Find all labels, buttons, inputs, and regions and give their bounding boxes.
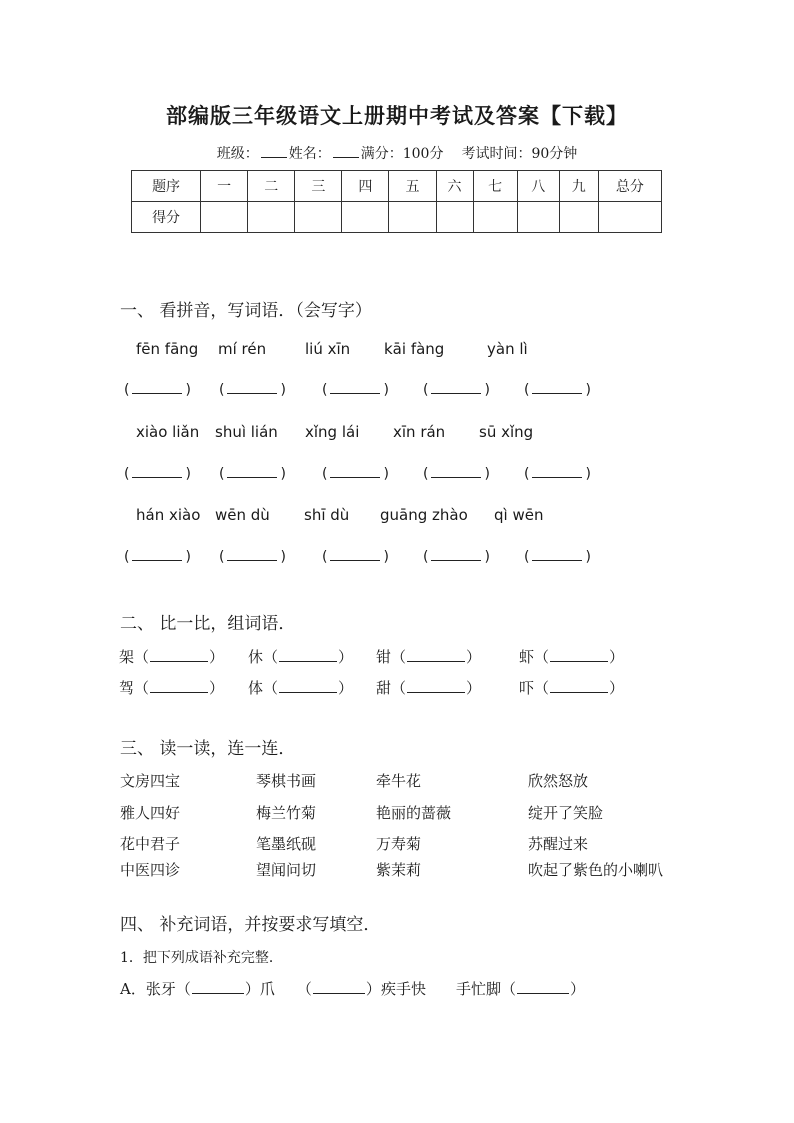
compare-item[interactable]: 架（ ） [119,648,225,666]
pinyin: xiào liǎn [136,423,200,441]
page-title: 部编版三年级语文上册期中考试及答案【下载】 [166,103,628,128]
header-cell: 五 [389,171,436,202]
section3-heading: 三、 读一读，连一连． [120,739,296,759]
section2-heading: 二、 比一比，组词语． [120,614,296,634]
match-item[interactable]: 琴棋书画 [256,772,317,790]
header-cell: 九 [559,171,598,202]
match-item[interactable]: 吹起了紫色的小喇叭 [528,861,664,879]
score-cell[interactable] [248,202,295,233]
answer-blank[interactable]: ( ) [322,466,389,482]
header-cell: 题序 [132,171,201,202]
exam-time: 考试时间：90分钟 [461,146,578,162]
section1-heading: 一、 看拼音，写词语．（会写字） [120,301,372,321]
answer-blank[interactable]: ( ) [423,549,490,565]
compare-char: 体 [248,679,264,697]
score-header-row [132,171,662,202]
answer-blank[interactable]: ( ) [423,382,490,398]
pinyin: mí rén [218,340,267,358]
idiom-blank[interactable] [192,983,244,994]
score-cell[interactable] [559,202,598,233]
header-cell: 二 [248,171,295,202]
score-cell[interactable] [342,202,389,233]
match-item[interactable]: 绽开了笑脸 [528,804,604,822]
compare-char: 吓 [519,679,535,697]
compare-item[interactable]: 虾（ ） [519,648,625,666]
idiom-text: 张牙 [145,980,176,998]
answer-blank[interactable]: ( ) [322,382,389,398]
match-item[interactable]: 花中君子 [120,835,181,853]
header-cell: 总分 [598,171,661,202]
pinyin: liú xīn [305,340,351,358]
header-cell: 七 [473,171,517,202]
answer-blank[interactable]: ( ) [322,549,389,565]
compare-char: 架 [119,648,135,666]
score-cell[interactable] [517,202,559,233]
idiom-text: 爪 [259,980,275,998]
idiom-text: 手忙脚 [455,980,501,998]
pinyin: kāi fàng [384,340,445,358]
compare-item[interactable]: 休（ ） [248,648,354,666]
answer-blank[interactable]: ( ) [524,549,591,565]
score-cell[interactable] [598,202,661,233]
answer-blank[interactable]: ( ) [219,549,286,565]
idiom-line-a: A．张牙（ ）爪 （ ）疾手快 手忙脚（ ） [120,980,585,998]
pinyin: fēn fāng [136,340,199,358]
class-blank[interactable] [261,145,287,158]
match-item[interactable]: 望闻问切 [256,861,317,879]
answer-blank[interactable]: ( ) [219,382,286,398]
class-label: 班级： [216,146,259,162]
pinyin: xǐng lái [305,423,360,441]
match-item[interactable]: 梅兰竹菊 [256,804,317,822]
match-item[interactable]: 笔墨纸砚 [256,835,317,853]
line-prefix: A． [120,980,146,998]
match-item[interactable]: 欣然怒放 [528,772,589,790]
compare-item[interactable]: 甜（ ） [376,679,482,697]
compare-item[interactable]: 吓（ ） [519,679,625,697]
score-table [131,170,662,233]
pinyin: yàn lì [487,340,528,358]
match-item[interactable]: 雅人四好 [120,804,181,822]
match-item[interactable]: 万寿菊 [376,835,422,853]
name-blank[interactable] [333,145,359,158]
compare-char: 钳 [376,648,392,666]
pinyin: wēn dù [215,506,270,524]
pinyin: xīn rán [393,423,446,441]
compare-char: 休 [248,648,264,666]
answer-blank[interactable]: ( ) [524,382,591,398]
name-label: 姓名： [288,146,331,162]
pinyin: guāng zhào [380,506,468,524]
compare-char: 甜 [376,679,392,697]
compare-char: 驾 [119,679,135,697]
pinyin: shuì lián [215,423,278,441]
answer-blank[interactable]: ( ) [524,466,591,482]
compare-item[interactable]: 驾（ ） [119,679,225,697]
match-item[interactable]: 文房四宝 [120,772,181,790]
score-cell[interactable] [436,202,473,233]
answer-blank[interactable]: ( ) [124,382,191,398]
score-cell[interactable] [473,202,517,233]
compare-char: 虾 [519,648,535,666]
pinyin: hán xiào [136,506,201,524]
header-cell: 六 [436,171,473,202]
compare-item[interactable]: 体（ ） [248,679,354,697]
answer-blank[interactable]: ( ) [124,549,191,565]
idiom-blank[interactable] [313,983,365,994]
match-item[interactable]: 苏醒过来 [528,835,589,853]
question-1: 1．把下列成语补充完整． [120,950,283,966]
match-item[interactable]: 艳丽的蔷薇 [376,804,452,822]
header-cell: 八 [517,171,559,202]
idiom-text: 疾手快 [380,980,426,998]
answer-blank[interactable]: ( ) [423,466,490,482]
row-label: 得分 [132,202,201,233]
header-cell: 三 [295,171,342,202]
score-cell[interactable] [295,202,342,233]
pinyin: sū xǐng [479,423,534,441]
answer-blank[interactable]: ( ) [219,466,286,482]
match-item[interactable]: 中医四诊 [120,861,181,879]
section4-heading: 四、 补充词语，并按要求写填空． [120,915,381,935]
compare-item[interactable]: 钳（ ） [376,648,482,666]
answer-blank[interactable]: ( ) [124,466,191,482]
header-cell: 一 [201,171,248,202]
match-item[interactable]: 牵牛花 [376,772,422,790]
pinyin: qì wēn [494,506,544,524]
score-row [132,202,662,233]
full-marks: 满分：100分 [360,146,444,162]
exam-info [0,143,794,163]
header-cell: 四 [342,171,389,202]
score-cell[interactable] [201,202,248,233]
pinyin: shī dù [304,506,350,524]
score-cell[interactable] [389,202,436,233]
idiom-blank[interactable] [517,983,569,994]
match-item[interactable]: 紫茉莉 [376,861,422,879]
